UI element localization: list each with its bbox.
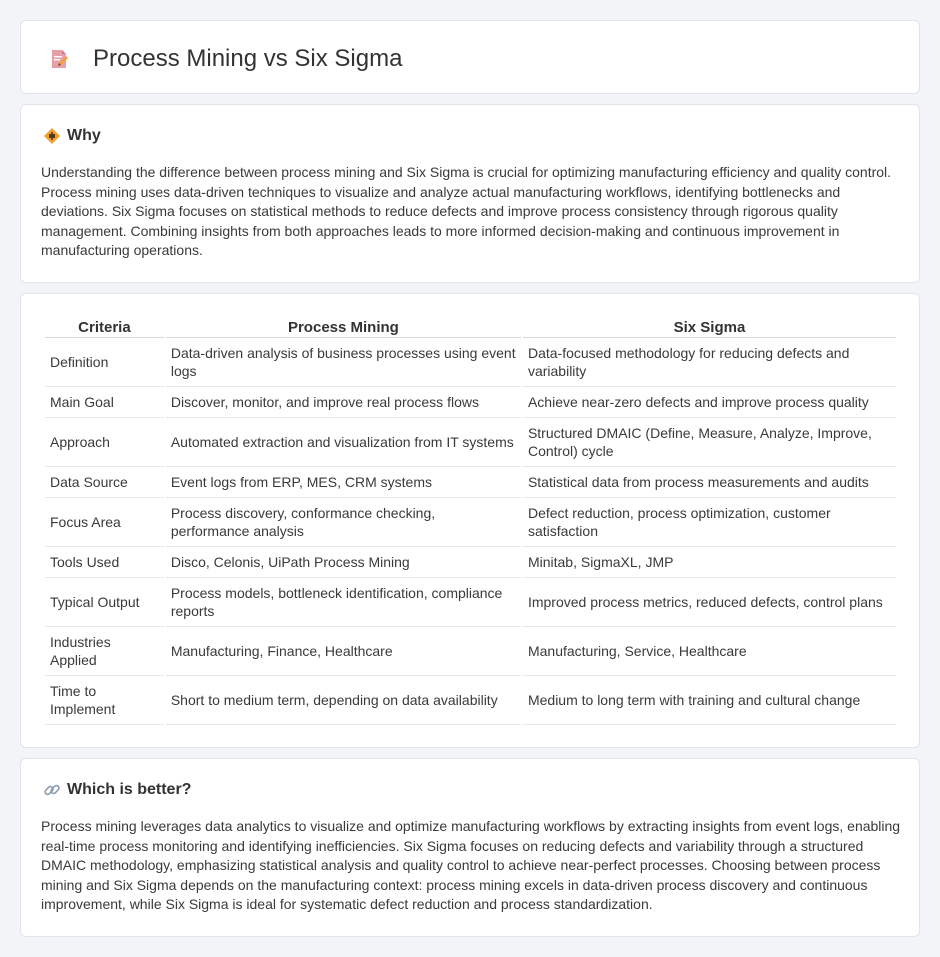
which-is-better-section bbox=[20, 758, 920, 937]
criteria-cell: Typical Output bbox=[45, 578, 164, 627]
table-row bbox=[45, 578, 896, 627]
table-row bbox=[45, 338, 896, 387]
six-sigma-cell: Statistical data from process measurements and audits bbox=[523, 467, 896, 498]
why-section bbox=[20, 104, 920, 283]
criteria-cell: Industries Applied bbox=[45, 627, 164, 676]
six-sigma-cell: Medium to long term with training and cultural change bbox=[523, 676, 896, 725]
six-sigma-cell: Data-focused methodology for reducing defects and variability bbox=[523, 338, 896, 387]
process-mining-cell: Automated extraction and visualization from IT systems bbox=[166, 418, 521, 467]
title-card bbox=[20, 20, 920, 94]
comparison-table bbox=[43, 316, 898, 725]
process-mining-cell: Disco, Celonis, UiPath Process Mining bbox=[166, 547, 521, 578]
better-heading-text: Which is better? bbox=[67, 781, 192, 798]
process-mining-cell: Event logs from ERP, MES, CRM systems bbox=[166, 467, 521, 498]
process-mining-cell: Short to medium term, depending on data availability bbox=[166, 676, 521, 725]
process-mining-cell: Process discovery, conformance checking, performance analysis bbox=[166, 498, 521, 547]
criteria-cell: Approach bbox=[45, 418, 164, 467]
process-mining-cell: Discover, monitor, and improve real process flows bbox=[166, 387, 521, 418]
six-sigma-cell: Structured DMAIC (Define, Measure, Analyze, Improve, Control) cycle bbox=[523, 418, 896, 467]
table-row bbox=[45, 467, 896, 498]
six-sigma-cell: Minitab, SigmaXL, JMP bbox=[523, 547, 896, 578]
six-sigma-cell: Achieve near-zero defects and improve process quality bbox=[523, 387, 896, 418]
table-row bbox=[45, 547, 896, 578]
six-sigma-cell: Manufacturing, Service, Healthcare bbox=[523, 627, 896, 676]
document-edit-icon bbox=[47, 47, 71, 71]
criteria-cell: Definition bbox=[45, 338, 164, 387]
table-row bbox=[45, 498, 896, 547]
table-row bbox=[45, 418, 896, 467]
page-title: Process Mining vs Six Sigma bbox=[93, 45, 403, 72]
table-row bbox=[45, 627, 896, 676]
criteria-cell: Tools Used bbox=[45, 547, 164, 578]
six-sigma-cell: Improved process metrics, reduced defects, control plans bbox=[523, 578, 896, 627]
criteria-cell: Time to Implement bbox=[45, 676, 164, 725]
six-sigma-cell: Defect reduction, process optimization, customer satisfaction bbox=[523, 498, 896, 547]
why-body: Understanding the difference between process mining and Six Sigma is crucial for optimizing manufacturing efficiency and quality control. Process mining uses data-driven techniques to visualize and analyze actual manufacturing workflows, identifying bottlenecks and deviations. Six Sigma focuses on statistical methods to reduce defects and improve process consistency through rigorous quality management. Combining insights from both approaches leads to more informed decision-making and continuous improvement in manufacturing operations. bbox=[41, 164, 892, 259]
header-six-sigma: Six Sigma bbox=[523, 316, 896, 338]
criteria-cell: Main Goal bbox=[45, 387, 164, 418]
better-body: Process mining leverages data analytics to visualize and optimize manufacturing workflows by extracting insights from event logs, enabling real-time process monitoring and identifying inefficiencies. Six Sigma focuses on reducing defects and variability through a structured DMAIC methodology, emphasizing statistical analysis and quality control to achieve near-perfect processes. Choosing between process mining and Six Sigma depends on the manufacturing context: process mining excels in data-driven process discovery and continuous improvement, while Six Sigma is ideal for systematic defect reduction and process standardization. bbox=[41, 818, 901, 913]
why-heading bbox=[43, 127, 101, 145]
why-heading-text: Why bbox=[67, 127, 101, 144]
table-row bbox=[45, 676, 896, 725]
criteria-cell: Focus Area bbox=[45, 498, 164, 547]
process-mining-cell: Process models, bottleneck identification, compliance reports bbox=[166, 578, 521, 627]
criteria-cell: Data Source bbox=[45, 467, 164, 498]
better-heading bbox=[43, 781, 191, 799]
comparison-table-card bbox=[20, 293, 920, 748]
table-header-row bbox=[45, 316, 896, 338]
process-mining-cell: Data-driven analysis of business processes using event logs bbox=[166, 338, 521, 387]
table-row bbox=[45, 387, 896, 418]
header-process-mining: Process Mining bbox=[166, 316, 521, 338]
link-icon bbox=[43, 781, 61, 799]
header-criteria: Criteria bbox=[45, 316, 164, 338]
warning-sign-icon bbox=[43, 127, 61, 145]
process-mining-cell: Manufacturing, Finance, Healthcare bbox=[166, 627, 521, 676]
